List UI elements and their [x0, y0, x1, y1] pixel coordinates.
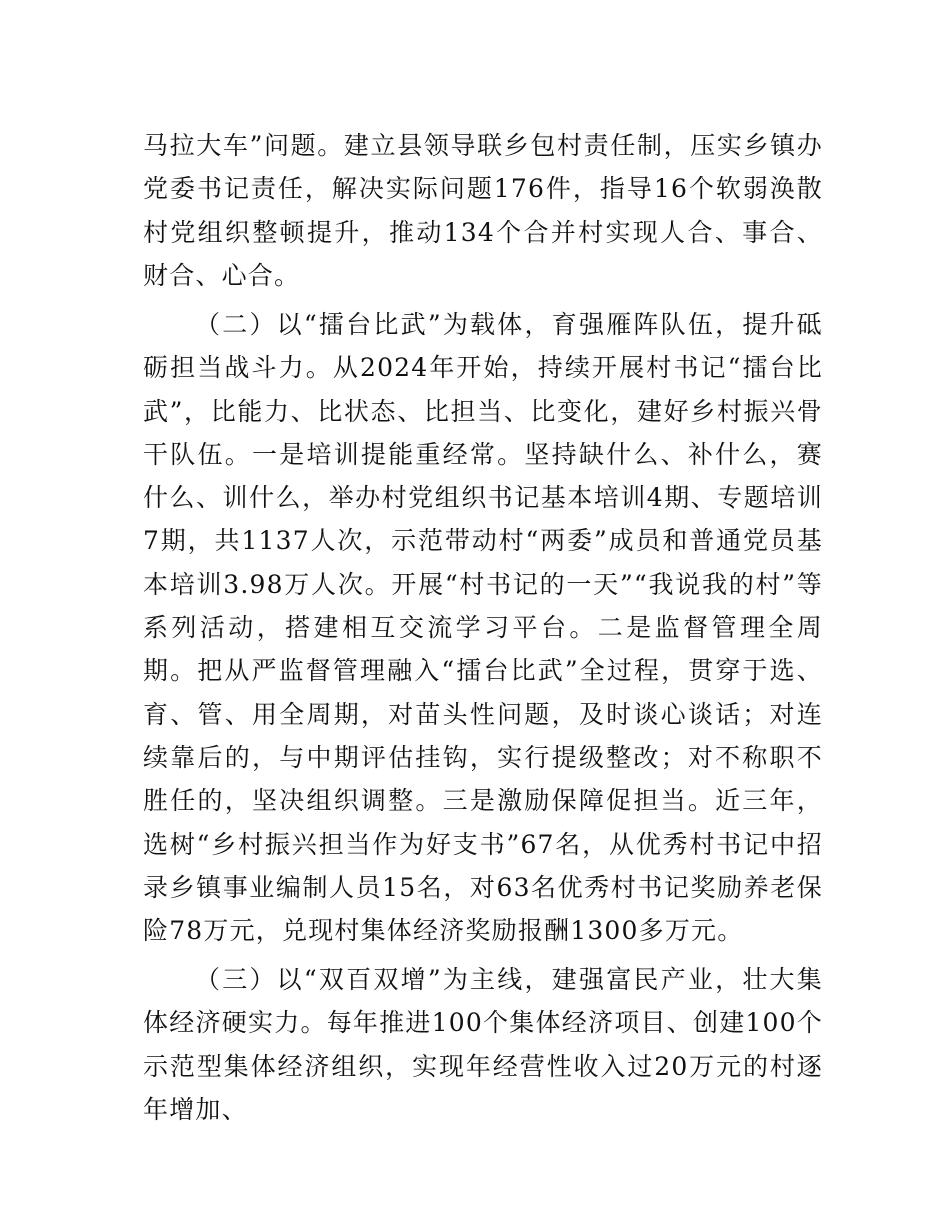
paragraph-section-three: （三）以“双百双增”为主线，建强富民产业，壮大集体经济硬实力。每年推进100个集体经济项目、创建100个示范型集体经济组织，实现年经营性收入过20万元的村逐年增加、: [143, 965, 823, 1124]
paragraph-continuation: 马拉大车”问题。建立县领导联乡包村责任制，压实乡镇办党委书记责任，解决实际问题176件，指导16个软弱涣散村党组织整顿提升，推动134个合并村实现人合、事合、财合、心合。: [143, 131, 823, 290]
paragraph-section-two: （二）以“擂台比武”为载体，育强雁阵队伍，提升砥砺担当战斗力。从2024年开始，持续开展村书记“擂台比武”，比能力、比状态、比担当、比变化，建好乡村振兴骨干队伍。一是培训提能重经常。坚持缺什么、补什么，赛什么、训什么，举办村党组织书记基本培训4期、专题培训7期，共1137人次，示范带动村“两委”成员和普通党员基本培训3.98万人次。开展“村书记的一天”“我说我的村”等系列活动，搭建相互交流学习平台。二是监督管理全周期。把从严监督管理融入“擂台比武”全过程，贯穿于选、育、管、用全周期，对苗头性问题，及时谈心谈话；对连续靠后的，与中期评估挂钩，实行提级整改；对不称职不胜任的，坚决组织调整。三是激励保障促担当。近三年，选树“乡村振兴担当作为好支书”67名，从优秀村书记中招录乡镇事业编制人员15名，对63名优秀村书记奖励养老保险78万元，兑现村集体经济奖励报酬1300多万元。: [143, 310, 823, 946]
